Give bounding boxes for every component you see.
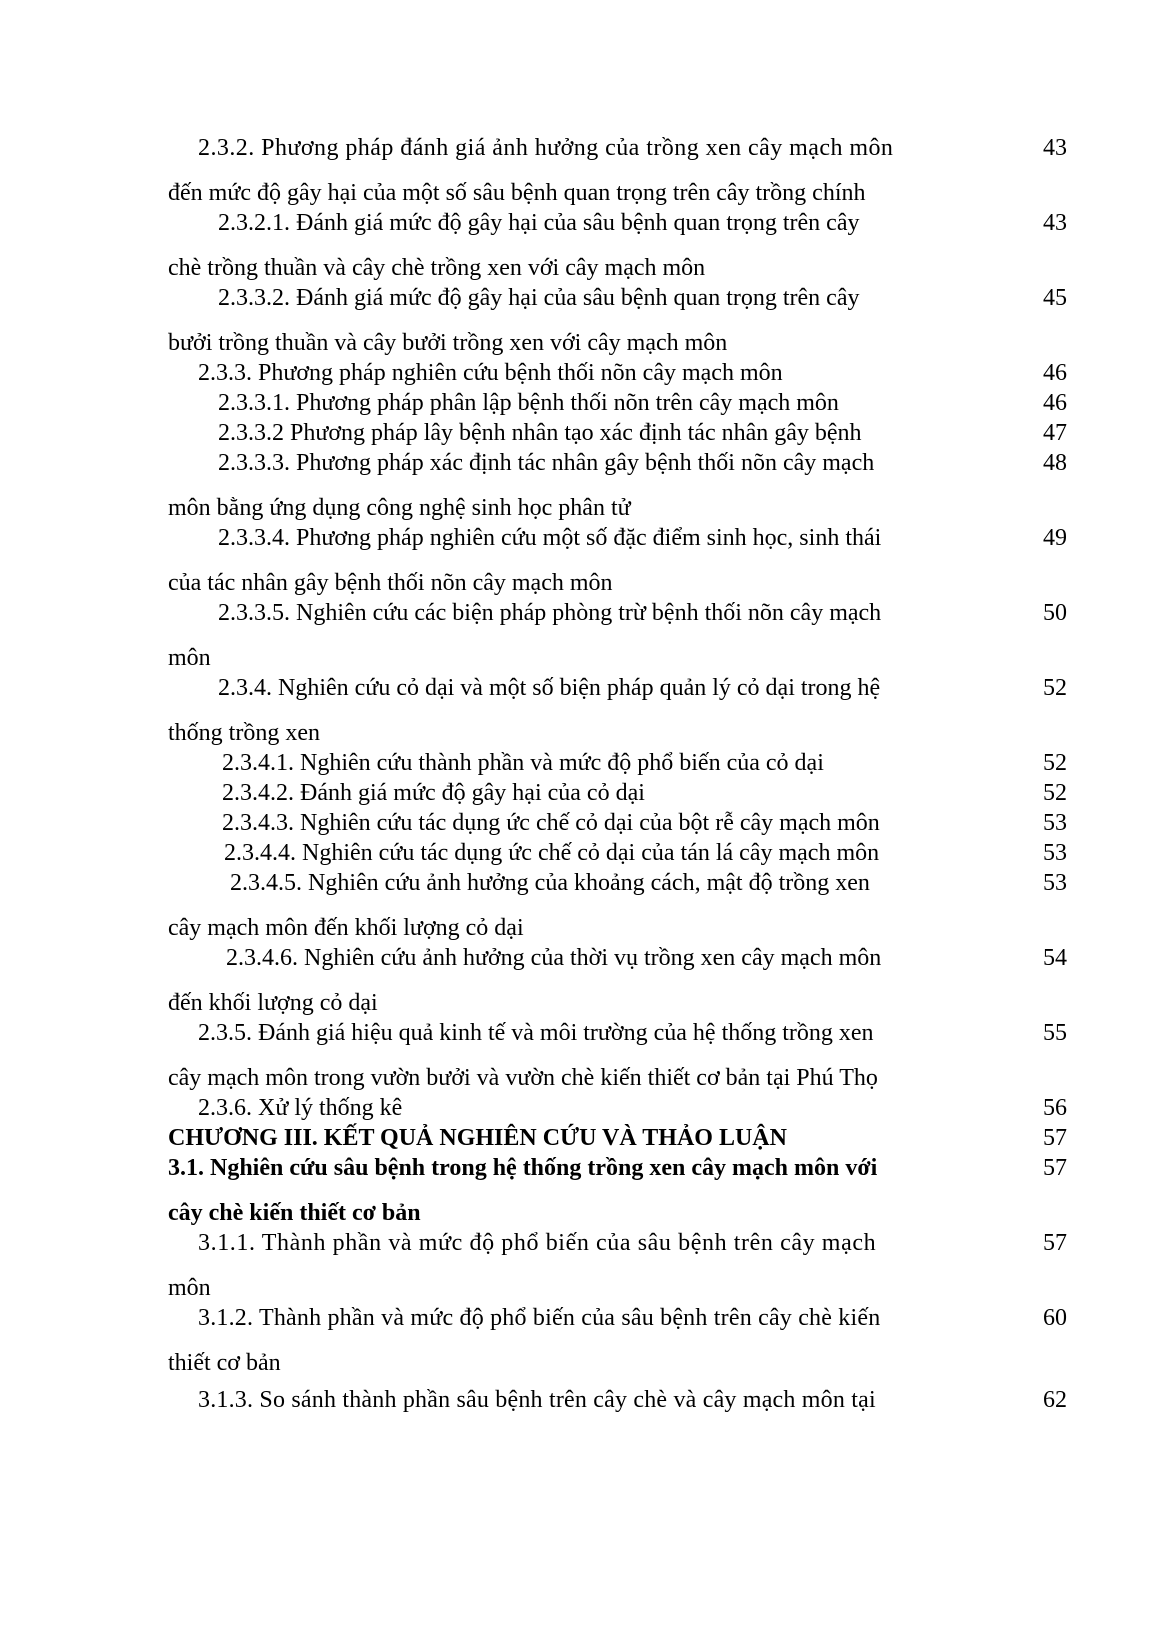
toc-page-number: 55 — [1043, 1020, 1067, 1046]
toc-entry: 3.1.2. Thành phần và mức độ phổ biến của sâu bệnh trên cây chè kiến — [198, 1305, 881, 1331]
toc-entry: 2.3.4.6. Nghiên cứu ảnh hưởng của thời vụ trồng xen cây mạch môn — [226, 945, 882, 971]
toc-page-number: 57 — [1043, 1230, 1067, 1256]
toc-entry: 2.3.4.1. Nghiên cứu thành phần và mức độ phổ biến của cỏ dại — [222, 750, 824, 776]
toc-page-number: 45 — [1043, 285, 1067, 311]
toc-page-number: 52 — [1043, 675, 1067, 701]
toc-entry: 2.3.2.1. Đánh giá mức độ gây hại của sâu bệnh quan trọng trên cây — [218, 210, 860, 236]
toc-entry: thống trồng xen — [168, 720, 320, 746]
toc-entry: 2.3.3. Phương pháp nghiên cứu bệnh thối nõn cây mạch môn — [198, 360, 783, 386]
toc-page-number: 52 — [1043, 750, 1067, 776]
toc-entry: 3.1.1. Thành phần và mức độ phổ biến của sâu bệnh trên cây mạch — [198, 1230, 877, 1256]
toc-entry: 2.3.4.4. Nghiên cứu tác dụng ức chế cỏ dại của tán lá cây mạch môn — [224, 840, 880, 866]
toc-entry: 2.3.2. Phương pháp đánh giá ảnh hưởng của trồng xen cây mạch môn — [198, 135, 894, 161]
toc-page-number: 48 — [1043, 450, 1067, 476]
toc-entry: môn — [168, 1275, 211, 1301]
toc-page-number: 47 — [1043, 420, 1067, 446]
toc-entry: 2.3.4.2. Đánh giá mức độ gây hại của cỏ dại — [222, 780, 645, 806]
toc-entry: 2.3.3.2. Đánh giá mức độ gây hại của sâu bệnh quan trọng trên cây — [218, 285, 860, 311]
toc-page-number: 56 — [1043, 1095, 1067, 1121]
toc-page-number: 43 — [1043, 135, 1067, 161]
toc-page-number: 53 — [1043, 810, 1067, 836]
toc-entry: 2.3.3.4. Phương pháp nghiên cứu một số đặc điểm sinh học, sinh thái — [218, 525, 882, 551]
toc-page-number: 62 — [1043, 1387, 1067, 1413]
toc-entry: thiết cơ bản — [168, 1350, 281, 1376]
toc-page-number: 46 — [1043, 390, 1067, 416]
toc-entry: của tác nhân gây bệnh thối nõn cây mạch môn — [168, 570, 613, 596]
toc-entry: môn — [168, 645, 211, 671]
toc-entry: 2.3.5. Đánh giá hiệu quả kinh tế và môi trường của hệ thống trồng xen — [198, 1020, 874, 1046]
toc-section-heading: 3.1. Nghiên cứu sâu bệnh trong hệ thống trồng xen cây mạch môn với — [168, 1155, 878, 1181]
toc-page-number: 57 — [1043, 1125, 1067, 1151]
toc-chapter-heading: CHƯƠNG III. KẾT QUẢ NGHIÊN CỨU VÀ THẢO LUẬN — [168, 1125, 787, 1151]
toc-page-number: 50 — [1043, 600, 1067, 626]
toc-page-number: 52 — [1043, 780, 1067, 806]
toc-page-number: 49 — [1043, 525, 1067, 551]
toc-page-number: 53 — [1043, 870, 1067, 896]
toc-entry: 2.3.6. Xử lý thống kê — [198, 1095, 403, 1121]
toc-page-number: 60 — [1043, 1305, 1067, 1331]
toc-entry: chè trồng thuần và cây chè trồng xen với cây mạch môn — [168, 255, 706, 281]
toc-entry: 2.3.4.3. Nghiên cứu tác dụng ức chế cỏ dại của bột rễ cây mạch môn — [222, 810, 880, 836]
toc-entry: 2.3.3.5. Nghiên cứu các biện pháp phòng trừ bệnh thối nõn cây mạch — [218, 600, 882, 626]
toc-page-number: 43 — [1043, 210, 1067, 236]
toc-entry: đến mức độ gây hại của một số sâu bệnh quan trọng trên cây trồng chính — [168, 180, 866, 206]
toc-entry: môn bằng ứng dụng công nghệ sinh học phân tử — [168, 495, 631, 521]
toc-page-number: 57 — [1043, 1155, 1067, 1181]
toc-entry: 3.1.3. So sánh thành phần sâu bệnh trên cây chè và cây mạch môn tại — [198, 1387, 876, 1413]
toc-page-number: 46 — [1043, 360, 1067, 386]
toc-entry: bưởi trồng thuần và cây bưởi trồng xen với cây mạch môn — [168, 330, 728, 356]
toc-entry: 2.3.4. Nghiên cứu cỏ dại và một số biện pháp quản lý cỏ dại trong hệ — [218, 675, 881, 701]
toc-page-number: 54 — [1043, 945, 1067, 971]
toc-entry: 2.3.3.1. Phương pháp phân lập bệnh thối nõn trên cây mạch môn — [218, 390, 839, 416]
toc-entry: đến khối lượng cỏ dại — [168, 990, 378, 1016]
toc-entry: cây mạch môn đến khối lượng cỏ dại — [168, 915, 524, 941]
toc-page-number: 53 — [1043, 840, 1067, 866]
toc-entry: 2.3.4.5. Nghiên cứu ảnh hưởng của khoảng cách, mật độ trồng xen — [230, 870, 870, 896]
toc-entry: cây mạch môn trong vườn bưởi và vườn chè kiến thiết cơ bản tại Phú Thọ — [168, 1065, 878, 1091]
toc-section-heading: cây chè kiến thiết cơ bản — [168, 1200, 421, 1226]
toc-entry: 2.3.3.2 Phương pháp lây bệnh nhân tạo xác định tác nhân gây bệnh — [218, 420, 862, 446]
toc-entry: 2.3.3.3. Phương pháp xác định tác nhân gây bệnh thối nõn cây mạch — [218, 450, 875, 476]
